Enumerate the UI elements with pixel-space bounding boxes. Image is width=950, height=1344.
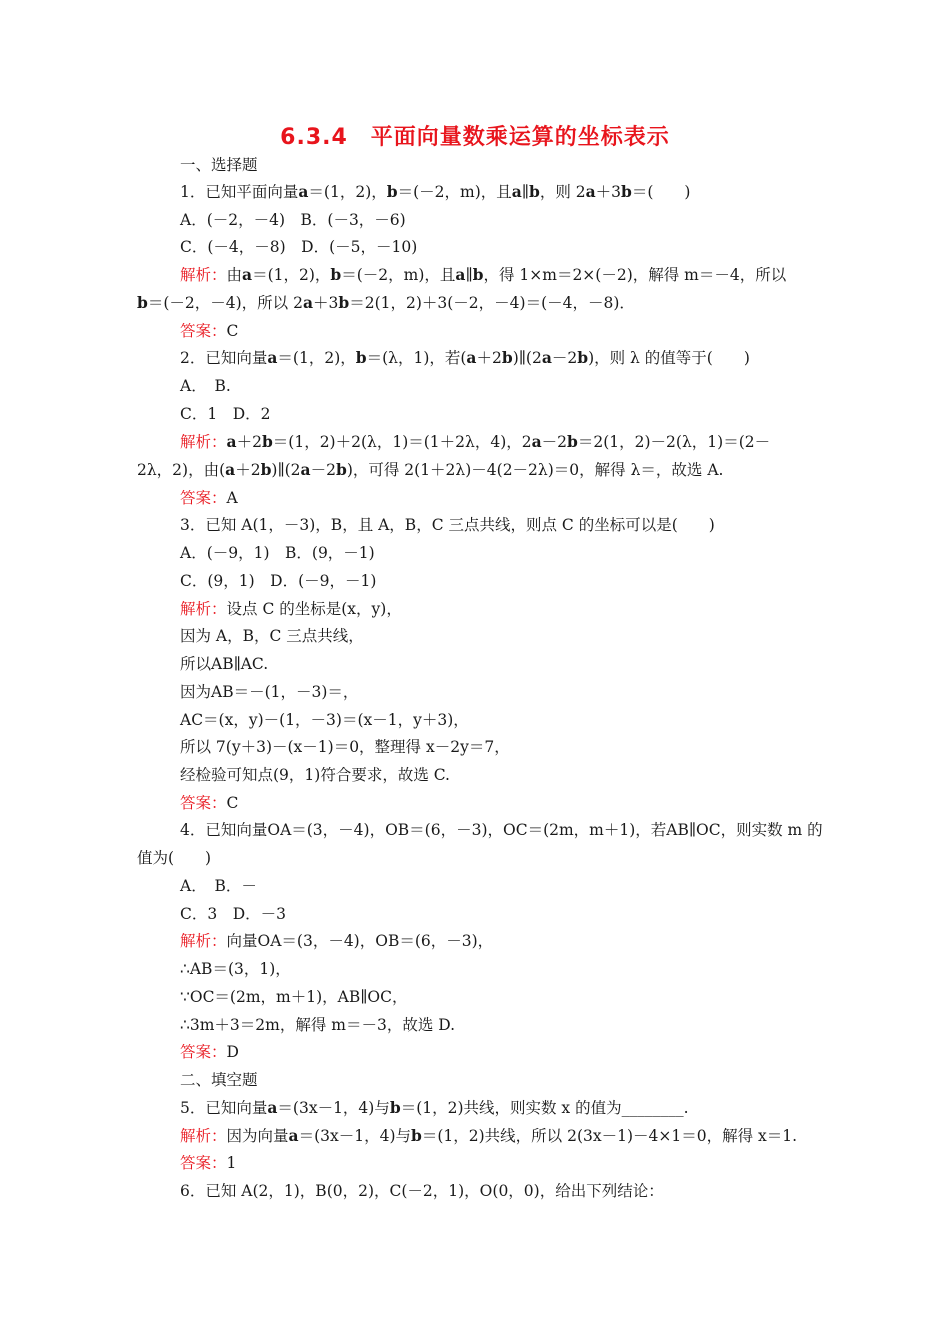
text-run: 5．已知向量 xyxy=(180,1099,268,1117)
text-run: ＝(1，2)共线，则实数 x 的值为________. xyxy=(400,1099,689,1117)
text-line xyxy=(180,765,450,785)
text-run: 4．已知向量OA＝(3，－4)，OB＝(6，－3)，OC＝(2m，m＋1)，若AB∥OC，则实数 m 的 xyxy=(180,821,823,839)
label-text: 解析： xyxy=(180,1127,227,1145)
vector-symbol: b xyxy=(411,1126,422,1145)
label-text: 答案： xyxy=(180,1154,227,1172)
text-run: ＝(3x－1，4)与 xyxy=(277,1099,390,1117)
vector-symbol: b xyxy=(567,432,578,451)
text-run: 2λ，2)，由( xyxy=(137,461,226,479)
vector-symbol: a xyxy=(302,293,313,312)
vector-symbol: b xyxy=(335,460,347,479)
text-run: ∥ xyxy=(521,183,529,201)
text-line xyxy=(180,1015,455,1035)
text-run: ＝(1，2)共线，所以 2(3x－1)－4×1＝0，解得 x＝1. xyxy=(421,1127,798,1145)
text-line xyxy=(180,210,406,230)
vector-symbol: b xyxy=(137,293,148,312)
label-text: 解析： xyxy=(180,433,227,451)
vector-symbol: b xyxy=(330,265,342,284)
text-run: 向量OA＝(3，－4)，OB＝(6，－3)， xyxy=(226,932,494,950)
text-line xyxy=(180,654,268,674)
vector-symbol: b xyxy=(501,348,513,367)
text-run: D xyxy=(226,1043,239,1061)
text-line xyxy=(137,848,211,868)
text-line xyxy=(180,682,358,702)
text-run: A． B．－ xyxy=(180,877,257,895)
text-line xyxy=(180,599,402,619)
text-line xyxy=(180,1070,258,1090)
text-line xyxy=(180,237,417,257)
text-run: ，得 1×m＝2×(－2)，解得 m＝－4，所以 xyxy=(483,266,787,284)
text-run: )∥(2 xyxy=(512,349,542,367)
text-run: －2 xyxy=(541,433,568,451)
text-run: 经检验可知点(9，1)符合要求，故选 C. xyxy=(180,766,450,784)
text-line xyxy=(180,820,823,840)
text-run: ＋2 xyxy=(235,461,261,479)
text-line xyxy=(180,710,469,730)
text-run: A． B. xyxy=(180,377,231,395)
vector-symbol: b xyxy=(577,348,589,367)
text-run: ＋2 xyxy=(476,349,502,367)
text-run: 6．已知 A(2，1)，B(0，2)，C(－2，1)，O(0，0)，给出下列结论： xyxy=(180,1182,664,1200)
text-run: C．3 D．－3 xyxy=(180,905,287,923)
text-run: ＝2(1，2)－2(λ，1)＝(2－ xyxy=(577,433,771,451)
page-title: 6.3.4 平面向量数乘运算的坐标表示 xyxy=(280,125,670,150)
text-run: 设点 C 的坐标是(x，y)， xyxy=(226,600,402,618)
text-line xyxy=(180,432,770,452)
text-run: ＋2 xyxy=(236,433,262,451)
text-line xyxy=(180,265,786,285)
text-run: －2 xyxy=(310,461,336,479)
text-run: ＝(1，2)， xyxy=(308,183,387,201)
vector-symbol: a xyxy=(226,432,237,451)
text-run: ＝( ) xyxy=(631,183,691,201)
text-run: ∵OC＝(2m，m＋1)，AB∥OC， xyxy=(180,988,408,1006)
text-run: 由 xyxy=(226,266,243,284)
label-text: 答案： xyxy=(180,1043,227,1061)
vector-symbol: a xyxy=(466,348,477,367)
vector-symbol: a xyxy=(541,348,552,367)
text-run: AC＝(x，y)－(1，－3)＝(x－1，y＋3)， xyxy=(180,711,469,729)
text-run: ∥ xyxy=(465,266,473,284)
text-run: ∴3m＋3＝2m，解得 m＝－3，故选 D. xyxy=(180,1016,456,1034)
text-line xyxy=(180,626,364,646)
text-run: ∴AB＝(3，1)， xyxy=(180,960,291,978)
text-run: 所以 7(y＋3)－(x－1)＝0，整理得 x－2y＝7， xyxy=(180,738,510,756)
text-run: 因为向量 xyxy=(226,1127,289,1145)
vector-symbol: a xyxy=(300,460,311,479)
text-line xyxy=(180,876,257,896)
text-run: A．(－2，－4) B．(－3，－6) xyxy=(180,211,406,229)
text-run: ＝(－2，m)，且 xyxy=(341,266,456,284)
vector-symbol: b xyxy=(389,1098,401,1117)
text-line xyxy=(180,348,750,368)
vector-symbol: b xyxy=(338,293,350,312)
text-run: 二、填空题 xyxy=(180,1071,258,1089)
vector-symbol: a xyxy=(225,460,236,479)
text-line xyxy=(180,543,375,563)
text-run: ＝(－2，－4)，所以 2 xyxy=(147,294,303,312)
text-run: 1．已知平面向量 xyxy=(180,183,299,201)
text-run: ＋3 xyxy=(313,294,339,312)
text-run: C．(9，1) D．(－9，－1) xyxy=(180,572,377,590)
label-text: 解析： xyxy=(180,932,227,950)
text-run: )，可得 2(1＋2λ)－4(2－2λ)＝0，解得 λ＝，故选 A. xyxy=(346,461,724,479)
text-run: 因为 A，B，C 三点共线， xyxy=(180,627,364,645)
text-run: 2．已知向量 xyxy=(180,349,268,367)
text-run: 3．已知 A(1，－3)，B，且 A，B，C 三点共线，则点 C 的坐标可以是( ) xyxy=(180,516,715,534)
text-line xyxy=(180,515,715,535)
vector-symbol: b xyxy=(260,460,272,479)
text-line xyxy=(180,1098,689,1118)
text-run: ＝(－2，m)，且 xyxy=(397,183,512,201)
text-run: C．1 D．2 xyxy=(180,405,271,423)
vector-symbol: b xyxy=(386,182,398,201)
text-run: C xyxy=(226,794,239,812)
text-run: ＝(λ，1)，若( xyxy=(366,349,467,367)
vector-symbol: a xyxy=(455,265,466,284)
text-run: 因为AB＝－(1，－3)＝， xyxy=(180,683,359,701)
text-line xyxy=(180,182,690,202)
text-run: 1 xyxy=(226,1154,237,1172)
vector-symbol: a xyxy=(585,182,596,201)
text-run: 值为( ) xyxy=(137,849,212,867)
text-run: )，则 λ 的值等于( ) xyxy=(588,349,750,367)
text-run: －2 xyxy=(551,349,578,367)
text-run: ＝(1，2)， xyxy=(252,266,331,284)
vector-symbol: a xyxy=(267,348,278,367)
text-run: C．(－4，－8) D．(－5，－10) xyxy=(180,238,418,256)
text-line xyxy=(180,376,231,396)
label-text: 答案： xyxy=(180,489,227,507)
vector-symbol: a xyxy=(242,265,253,284)
text-line xyxy=(180,931,493,951)
text-line xyxy=(180,1126,797,1146)
text-line xyxy=(137,460,723,480)
label-text: 解析： xyxy=(180,266,227,284)
text-line xyxy=(180,404,271,424)
vector-symbol: a xyxy=(267,1098,278,1117)
text-line xyxy=(180,1042,239,1062)
text-run: A xyxy=(226,489,238,507)
vector-symbol: a xyxy=(511,182,522,201)
vector-symbol: b xyxy=(472,265,484,284)
label-text: 答案： xyxy=(180,794,227,812)
text-line xyxy=(180,737,510,757)
vector-symbol: a xyxy=(298,182,309,201)
vector-symbol: b xyxy=(528,182,540,201)
text-line xyxy=(180,959,291,979)
label-text: 答案： xyxy=(180,322,227,340)
text-run: ＝(3x－1，4)与 xyxy=(298,1127,411,1145)
vector-symbol: b xyxy=(261,432,273,451)
text-run: ＝(1，2)， xyxy=(277,349,356,367)
text-line xyxy=(137,293,635,313)
text-line xyxy=(180,1153,236,1173)
vector-symbol: b xyxy=(355,348,367,367)
text-run: A．(－9，1) B．(9，－1) xyxy=(180,544,375,562)
text-line xyxy=(180,571,376,591)
vector-symbol: a xyxy=(288,1126,299,1145)
text-run: )∥(2 xyxy=(271,461,301,479)
text-line xyxy=(180,904,286,924)
label-text: 解析： xyxy=(180,600,227,618)
text-line xyxy=(180,987,407,1007)
text-run: ＝(1，2)＋2(λ，1)＝(1＋2λ，4)，2 xyxy=(272,433,532,451)
text-line xyxy=(180,488,238,508)
text-run: ，则 2 xyxy=(539,183,586,201)
text-line xyxy=(180,155,258,175)
text-run: 一、选择题 xyxy=(180,156,258,174)
text-line xyxy=(180,321,238,341)
text-line xyxy=(180,793,238,813)
text-line xyxy=(180,1181,664,1201)
text-run: ＝2(1，2)＋3(－2，－4)＝(－4，－8)． xyxy=(349,294,635,312)
vector-symbol: b xyxy=(621,182,632,201)
text-run: ＋3 xyxy=(595,183,622,201)
vector-symbol: a xyxy=(531,432,542,451)
text-run: 所以AB∥AC. xyxy=(180,655,269,673)
text-run: C xyxy=(226,322,239,340)
